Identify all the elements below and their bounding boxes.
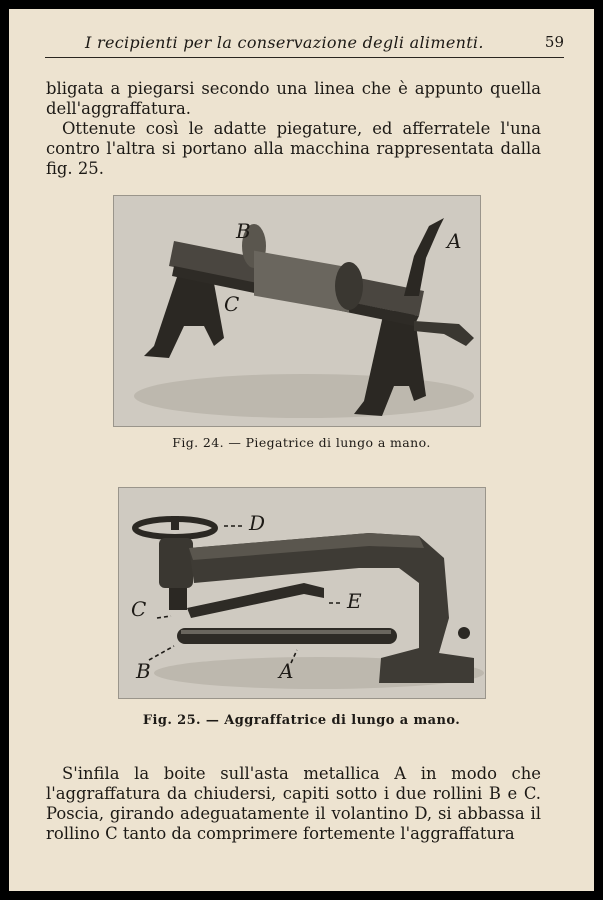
paragraph-continuation: bligata a piegarsi secondo una linea che è appunto quella dell'aggraffatura.	[46, 79, 541, 118]
figure-24-caption: Fig. 24. — Piegatrice di lungo a mano.	[172, 435, 431, 450]
fig25-label-e: E	[347, 589, 362, 613]
figure-25-image	[118, 487, 486, 699]
fig24-label-a: A	[447, 229, 462, 253]
bottom-paragraph	[46, 764, 541, 844]
header-title: I recipienti per la conservazione degli alimenti.	[85, 33, 484, 52]
book-page	[9, 9, 594, 891]
fig25-label-d: D	[249, 511, 266, 535]
page-number: 59	[544, 33, 564, 51]
fig24-label-b: B	[236, 219, 251, 243]
paragraph-sinfila: S'infila la boite sull'asta metallica A in modo che l'aggraffatura da chiudersi, capiti sotto i due rollini B e C. Poscia, girando adeguatamente il volantino D, si abbassa il rollino C tanto da comprimere fortemente l'aggraffatura	[46, 764, 541, 843]
figure-25-caption: Fig. 25. — Aggraffatrice di lungo a mano.	[142, 713, 461, 728]
fig25-label-b: B	[136, 659, 151, 683]
paragraph-ottenute: Ottenute così le adatte piegature, ed afferratele l'una contro l'altra si portano alla macchina rappresentata dalla fig. 25.	[46, 119, 541, 178]
running-header	[45, 31, 564, 58]
fig25-label-a: A	[279, 659, 294, 683]
figure-24-image	[113, 195, 481, 427]
fig25-label-c: C	[131, 597, 147, 621]
fig24-label-c: C	[224, 292, 240, 316]
top-paragraphs	[46, 79, 541, 179]
